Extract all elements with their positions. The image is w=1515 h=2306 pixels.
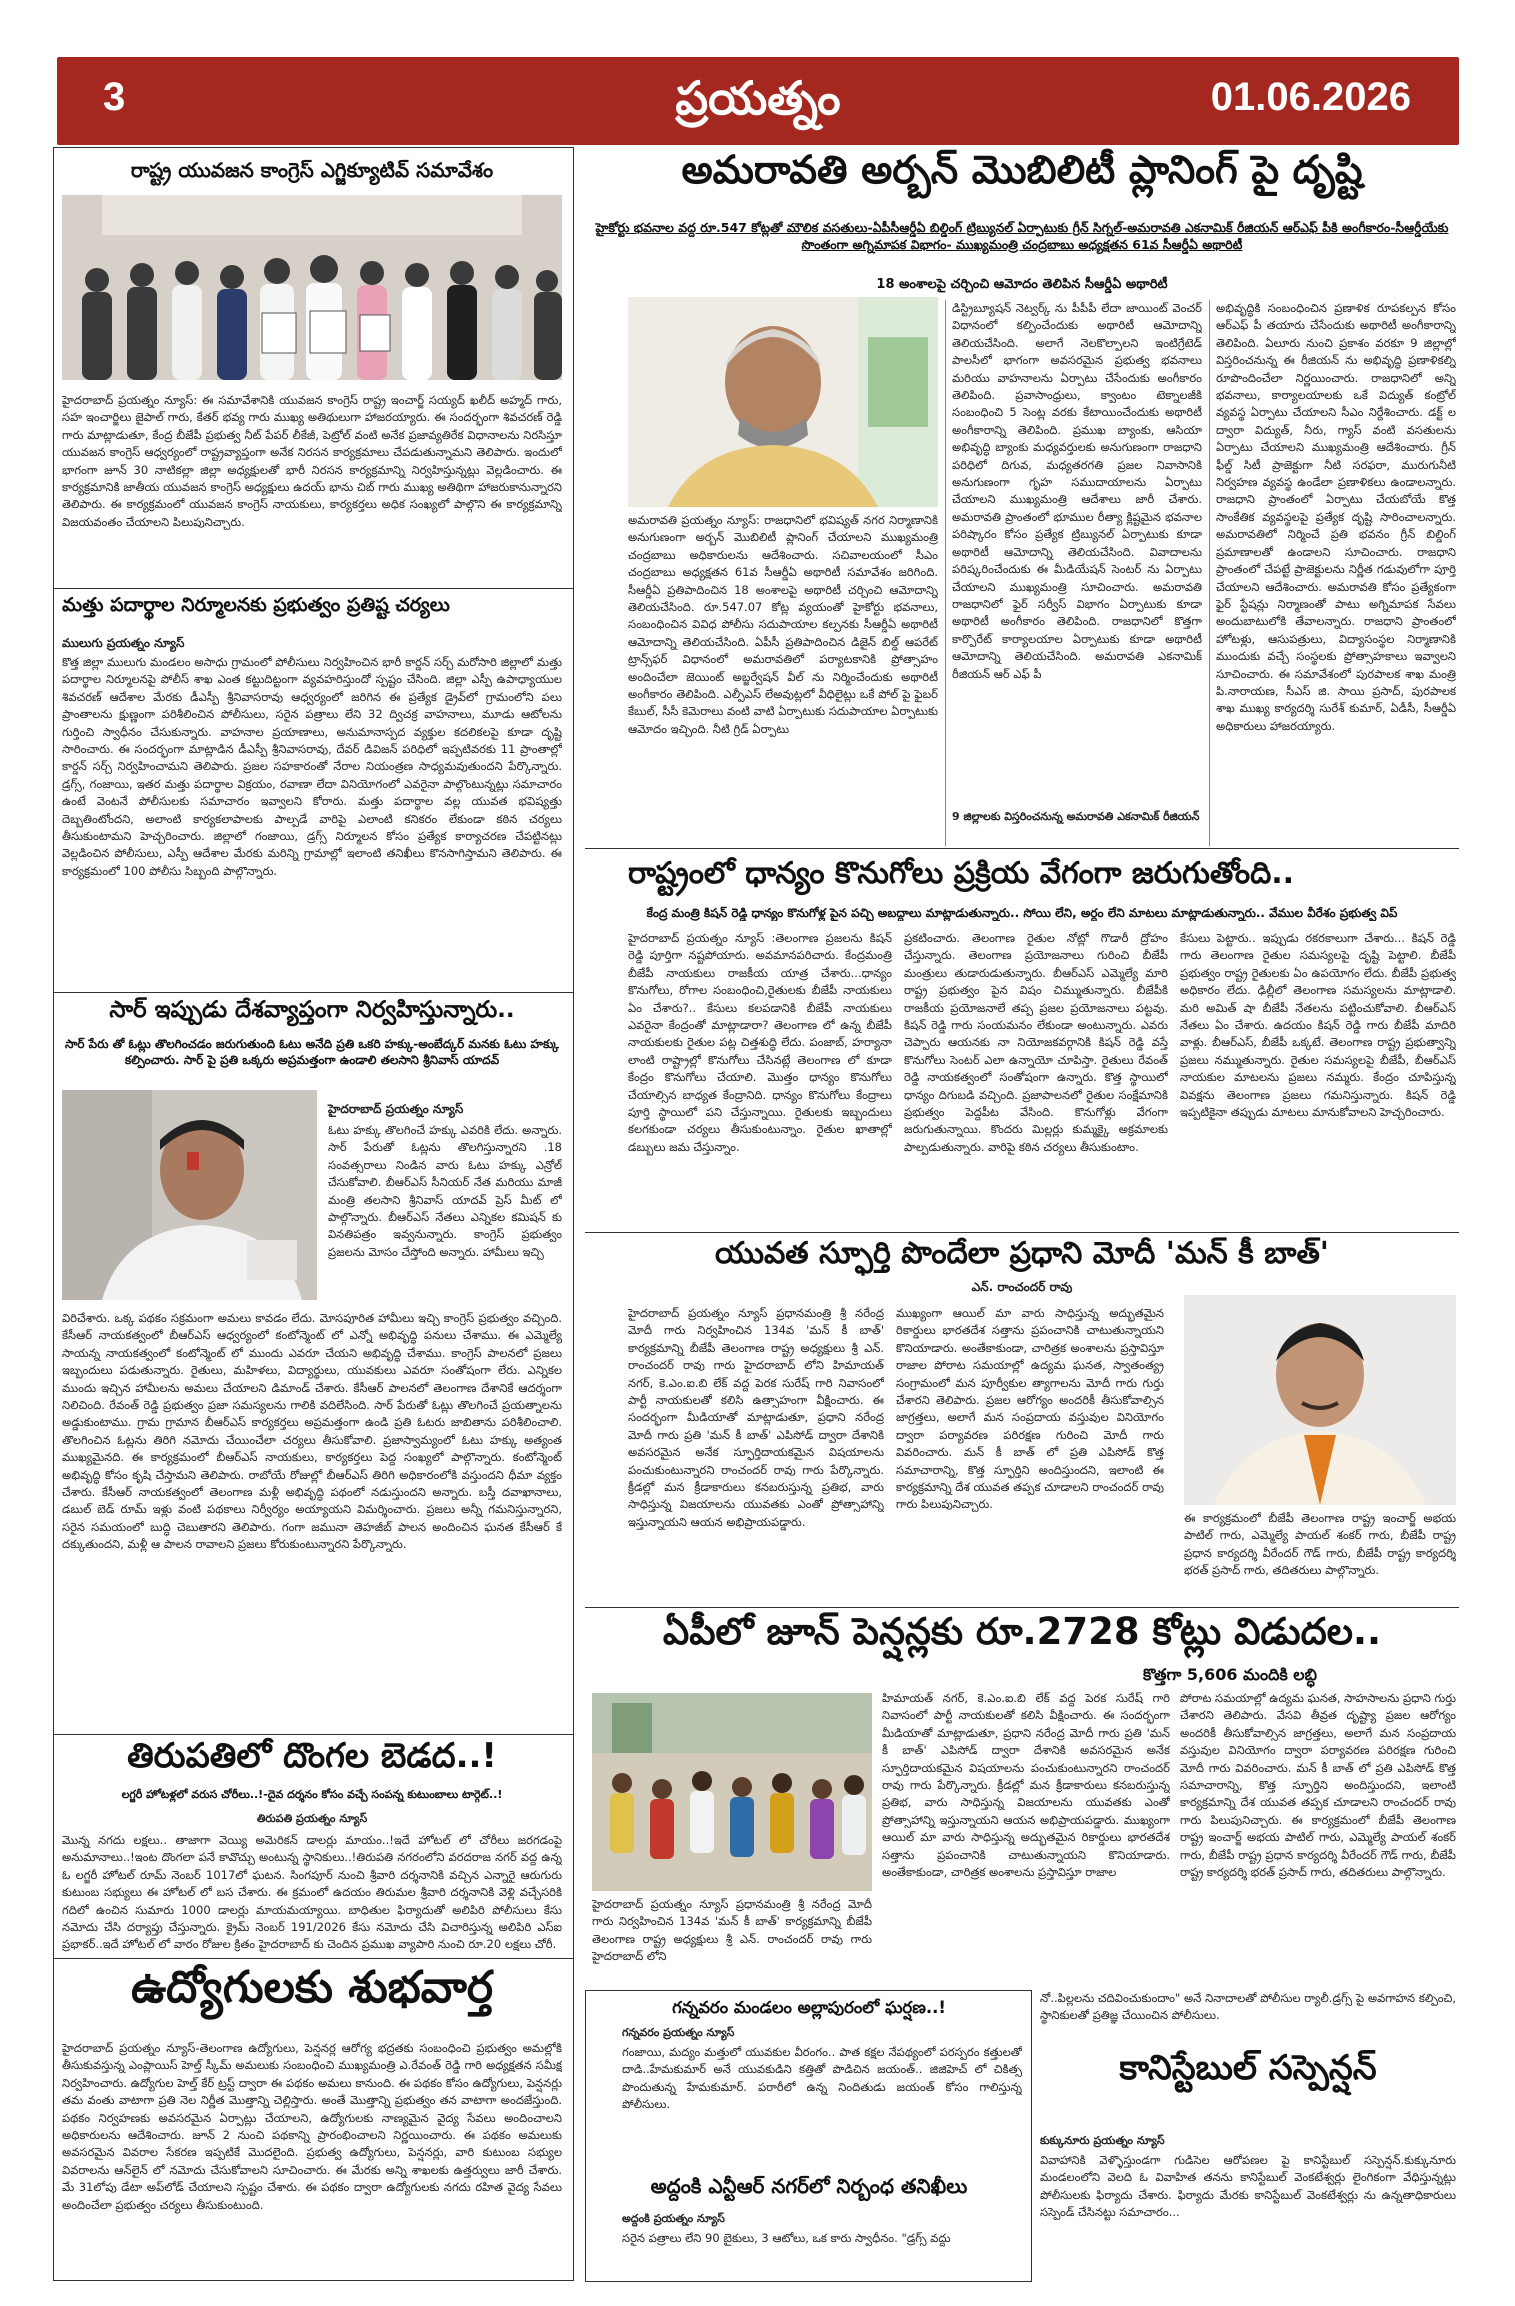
body-sir-wide: విరిచేశారు. ఒక్క పథకం సక్రమంగా అమలు కావడం లేదు. మోసపూరిత హామీలు ఇచ్చి కాంగ్రెస్ ప్రభుత్వం వచ్చింది. కేసీఆర్ నాయకత్వంలో బీఆర్ఎస్ ఆధ్వర్యంలో కంటోన్మెంట్ లో ఎన్నో అభివృద్ధి పనులు చేశాము. ఈ ఎమ్మెల్యే సాయన్న నాయకత్వంలో కంటోన్మెంట్ లో ముందు ఎవరూ చేయని అభివృద్ధి చేశాము. కాంగ్రెస్ పాలనలో ప్రజలు ఇబ్బందులు పడుతున్నారు. రైతులు, మహిళలు, విద్యార్థులు, యువకులు ఎవరూ సంతోషంగా లేరు. ఎన్నికల ముందు ఇచ్చిన హామీలను అమలు చేయాలని డిమాండ్ చేశారు. కేసీఆర్ పాలనలో తెలంగాణ దేశానికే ఆదర్శంగా నిలిచింది. రేవంత్ రెడ్డి ప్రభుత్వం ప్రజా సమస్యలను గాలికి వదిలేసింది. సార్ పేరుతో ఓట్లు తొలగించే ప్రయత్నాలను అడ్డుకుంటాము. గ్రామ గ్రామాన బీఆర్ఎస్ కార్యకర్తలు అప్రమత్తంగా ఉండి ప్రతి ఓటరు జాబితాను పరిశీలించాలి. తొలగించిన ఓట్లను తిరిగి నమోదు చేయించేలా చర్యలు తీసుకోవాలి. ప్రజాస్వామ్యంలో ఓటు హక్కు అత్యంత ముఖ్యమైనది. ఈ కార్యక్రమంలో బీఆర్ఎస్ నాయకులు, కార్యకర్తలు పెద్ద సంఖ్యలో పాల్గొన్నారు. కంటోన్మెంట్ అభివృద్ధి కోసం కృషి చేస్తామని తెలిపారు. రాబోయే రోజుల్లో బీఆర్ఎస్ తిరిగి అధికారంలోకి వస్తుందని ధీమా వ్యక్తం చేశారు. కేసీఆర్ నాయకత్వంలో తెలంగాణ మళ్లీ అభివృద్ధి పథంలో నడుస్తుందని అన్నారు. బస్తీ దవాఖానాలు, డబుల్ బెడ్ రూమ్ ఇళ్లు వంటి పథకాలు నిర్వీర్యం అయ్యాయని విమర్శించారు. ప్రజలు అన్నీ గమనిస్తున్నారని, సరైన సమయంలో బుద్ధి చెబుతారని తెలిపారు. గంగా జమునా తెహజీబ్ పాలన అందించిన ఘనత కేసీఆర్ కే దక్కుతుందని, మళ్లీ ఆ పాలన రావాలని ప్రజలు కోరుకుంటున్నారని పేర్కొన్నారు. — [62, 1311, 562, 1552]
body-tirupati: మొన్న నగదు లక్షలు.. తాజాగా వెయ్యి అమెరికన్ డాలర్లు మాయం..!ఇదే హోటల్ లో చోరీలు జరగడంపై అనుమానాలు..!ఇంట దొంగలా పనే కావొచ్చు అంటున్న స్థానికులు..!తిరుపతి నగరంలోని వరదరాజ నగర్ వద్ద ఉన్న ఓ లగ్జరీ హోటల్ రూమ్ నెంబర్ 1017లో ఘటన. సింగపూర్ నుంచి శ్రీవారి దర్శనానికి వచ్చిన ఎన్నారై ఆరుగురు కుటుంబ సభ్యులు ఈ హోటల్ లో బస చేశారు. ఈ క్రమంలో ఉదయం తిరుమల శ్రీవారి దర్శనానికి వెళ్లి వచ్చేసరికి గదిలో ఉంచిన సుమారు 1000 డాలర్లు మాయమయ్యాయి. బాధితుల ఫిర్యాదుతో అలిపిరి పోలీసులు కేసు నమోదు చేసి దర్యాప్తు చేస్తున్నారు. క్రైమ్ నెంబర్ 191/2026 కేసు నమోదు చేసి విచారిస్తున్న అలిపిరి ఎస్ఐ ప్రభాకర్..ఇదే హోటల్ లో వారం రోజుల క్రితం హైదరాబాద్ కు చెందిన ప్రముఖ వ్యాపారి నుంచి రూ.20 లక్షలు చోరీ. — [62, 1833, 562, 1952]
divider — [53, 1734, 574, 1735]
byline-tirupati: తిరుపతి ప్రయత్నం న్యూస్ — [256, 1812, 368, 1825]
headline-grain-procurement: రాష్ట్రంలో ధాన్యం కొనుగోలు ప్రక్రియ వేగంగా జరుగుతోంది.. — [628, 856, 1295, 891]
headline-mann-ki-baat: యువత స్ఫూర్తి పొందేలా ప్రధాని మోదీ 'మన్ కీ బాత్' — [715, 1236, 1329, 1271]
body-amaravati-col3: అభివృద్ధికి సంబంధించిన ప్రణాళిక రూపకల్పన కోసం ఆర్ఎఫ్ పీ తయారు చేసేందుకు అథారిటీ అంగీకారాన్ని తెలిపింది. ఏలూరు నుంచి ప్రకాశం వరకూ 9 జిల్లాల్లో విస్తరించనున్న ఈ రీజియన్ ను అభివృద్ధి ప్రణాళికల్ని రూపొందించేలా నిర్ణయించారు. రాజధానిలో అన్ని భవనాలు, కార్యాలయాలకు ఒకే విద్యుత్ కంట్రోల్ వ్యవస్థ ఏర్పాటు చేయాలని సీఎం నిర్దేశించారు. డక్ట్ ల ద్వారా విద్యుత్, నీరు, గ్యాస్ వంటి వసతులను ఏర్పాటు చేయాలని ముఖ్యమంత్రి ఆదేశించారు. గ్రీన్ ఫీల్డ్ సిటీ ప్రాజెక్టుగా నీటి సరఫరా, మురుగునీటి నిర్వహణ వ్యవస్థ ఉండేలా ప్రణాళికలు ఉండాలన్నారు. రాజధాని ప్రాంతంలో ఏర్పాటు చేయబోయే కొత్త సాంకేతిక వ్యవస్థలపై ప్రత్యేక దృష్టి సారించాలన్నారు. అమరావతిలో నిర్మించే ప్రతి భవనం గ్రీన్ బిల్డింగ్ ప్రమాణాలతో ఉండాలని సూచించారు. రాజధాని ప్రాంతంలో చేపట్టే ప్రాజెక్టులను నిర్ణీత గడువులోగా పూర్తి చేయాలని ఆదేశించారు. అమరావతి కోసం ప్రత్యేకంగా ఫైర్ స్టేషన్లు నిర్మాణంతో పాటు అగ్నిమాపక సేవలు అందుబాటులోకి తేవాలన్నారు. రాజధాని ప్రాంతంలో హోటళ్లు, ఆసుపత్రులు, విద్యాసంస్థల నిర్మాణానికి ముందుకు వచ్చే సంస్థలకు ప్రోత్సాహకాలు ఇవ్వాలని సూచించారు. ఈ సమావేశంలో పురపాలక శాఖ మంత్రి పి.నారాయణ, సీఎస్ జి. సాయి ప్రసాద్, పురపాలక శాఖ ముఖ్య కార్యదర్శి సురేశ్ కుమార్, ఏడీసీ, సీఆర్డీఏ అధికారులు హాజరయ్యారు. — [1216, 301, 1456, 733]
subhead-grain: కేంద్ర మంత్రి కిషన్ రెడ్డి ధాన్యం కొనుగోళ్ల పైన పచ్చి అబద్ధాలు మాట్లాడుతున్నారు.. సోయి లేని, అర్ధం లేని మాటలు మాట్లాడుతున్నారు.. వేముల వీరేశం ప్రభుత్వ విప్ — [646, 906, 1398, 920]
headline-addanki-ntr-nagar: అద్దంకి ఎన్టీఆర్ నగర్‌లో నిర్బంధ తనిఖీలు — [650, 2174, 968, 2198]
masthead — [57, 57, 1459, 145]
photo-pension-queue — [592, 1693, 872, 1891]
divider — [53, 992, 574, 993]
subhead-tirupati: లగ్జరీ హోటళ్లలో వరుస చోరీలు..!-దైవ దర్శనం కోసం వచ్చే సంపన్న కుటుంబాలు టార్గెట్..! — [121, 1788, 503, 1801]
body-addanki: సరైన పత్రాలు లేని 90 బైకులు, 3 ఆటోలు, ఒక కారు స్వాధీనం. "డ్రగ్స్ వద్దు — [622, 2231, 951, 2245]
body-gannavaram: గంజాయి, మద్యం మత్తులో యువకుల వీరంగం.. పాత కక్షల నేపథ్యంలో పరస్పరం కత్తులతో దాడి..హేమకుమార్ అనే యువకుడిని కత్తితో పొడిచిన జయంత్.. జిజిహెచ్ లో చికిత్స పొందుతున్న హేమకుమార్. పరారీలో ఉన్న నిందితుడు జయంత్ కోసం గాలిస్తున్న పోలీసులు. — [622, 2045, 1022, 2112]
body-constable: వివాహానికి వెళ్ళొస్తుండగా గుడిసెల ఆరోపణల పై కానిస్టేబుల్ సస్పెన్షన్.కుక్కునూరు మండలంలోని వెలది ఓ వివాహిత తనను కానిస్టేబుల్ వెంకటేశ్వర్లు లైంగికంగా వేధిస్తున్నట్లు పోలీసులకు ఫిర్యాదు చేశారు. ఫిర్యాదు మేరకు కానిస్టేబుల్ వెంకటేశ్వర్లు ను ఉన్నతాధికారులు సస్పెండ్ చేసినట్టు సమాచారం... — [1040, 2153, 1456, 2220]
portrait-graphic — [628, 297, 938, 507]
caption-modi-event: ఈ కార్యక్రమంలో బీజేపీ తెలంగాణ రాష్ట్ర ఇంచార్జ్ అభయ పాటిల్ గారు, ఎమ్మెల్యే పాయల్ శంకర్ గారు, బీజేపీ రాష్ట్ర ప్రధాన కార్యదర్శి వీరేందర్ గౌడ్ గారు, బీజేపీ రాష్ట్ర కార్యదర్శి భరత్ ప్రసాద్ గారు, తదితరులు పాల్గొన్నారు. — [1184, 1511, 1456, 1578]
column-rule — [1209, 300, 1210, 846]
byline-ramchander-rao: ఎన్. రాంచందర్ రావు — [971, 1280, 1073, 1294]
photo-talasani-srinivas — [62, 1090, 317, 1300]
subhead-amaravati-18-items: 18 అంశాలపై చర్చించి ఆమోదం తెలిపిన సీఆర్డీఏ అథారిటీ — [876, 277, 1168, 292]
headline-amaravati-mobility: అమరావతి అర్బన్ మొబిలిటీ ప్లానింగ్ పై దృష్టి — [681, 148, 1363, 193]
byline-sir: హైదరాబాద్ ప్రయత్నం న్యూస్ — [328, 1102, 464, 1116]
byline-drugs: ములుగు ప్రయత్నం న్యూస్ — [62, 636, 185, 650]
body-pension-col3: పోరాట సమయాల్లో ఉద్యమ ఘనత, సాహసాలను ప్రధాని గుర్తు చేశారని తెలిపారు. వేసవి తీవ్రత దృష్ట్యా ప్రజల ఆరోగ్యం అందరికీ తీసుకోవాల్సిన జాగ్రత్తలు, అలాగే మన సంప్రదాయ వస్తువుల వినియోగం ద్వారా పర్యావరణ పరిరక్షణ గురించి మోదీ గారు వివరించారు. మన్ కీ బాత్ లో ప్రతి ఎపిసోడ్ కొత్త సమాచారాన్ని, కొత్త స్ఫూర్తిని అందిస్తుందని, ఇలాంటి కార్యక్రమాన్ని దేశ యువత తప్పక చూడాలని రాంచందర్ రావు గారు పిలుపునిచ్చారు. ఈ కార్యక్రమంలో బీజేపీ తెలంగాణ రాష్ట్ర ఇంచార్జ్ అభయ పాటిల్ గారు, ఎమ్మెల్యే పాయల్ శంకర్ గారు, బీజేపీ రాష్ట్ర ప్రధాన కార్యదర్శి వీరేందర్ గౌడ్ గారు, బీజేపీ రాష్ట్ర కార్యదర్శి భరత్ ప్రసాద్ గారు, తదితరులు పాల్గొన్నారు. — [1180, 1691, 1456, 1880]
body-grain-col2: ప్రకటించారు. తెలంగాణ రైతుల నోట్లో గొడారీ ద్రోహం చేస్తున్నారు. తెలంగాణ ప్రయోజనాలు గురించి బీజేపీ మంత్రులు తుడారుడుతున్నారు. బీఆర్ఎస్ ఎమ్మెల్యే మారి రాష్ట్ర ప్రభుత్వం పైన విషం చిమ్ముతున్నారు. బీజేపీకి రాజకీయ ప్రయోజనాలే తప్ప ప్రజల ప్రయోజనాలు పట్టవు. కిషన్ రెడ్డి గారు సంయమనం లేకుండా అంటున్నారు. ఎవరు చెప్పారు ఆయనకు నా నియోజకవర్గానికి కిషన్ రెడ్డి వస్తే కొనుగోలు సెంటర్ ఎలా ఉన్నాయో చూపిస్తా. రైతులు రేవంత్ రెడ్డి నాయకత్వంలో సంతోషంగా ఉన్నారు. కొత్త స్థాయిలో ధాన్యం దిగుబడి వచ్చింది. ప్రజాపాలనలో రైతుల సంక్షేమానికి ప్రభుత్వం పెద్దపీట వేసింది. కొనుగోళ్లు వేగంగా జరుగుతున్నాయి. కొందరు మిల్లర్లు కుమ్మక్కై అక్రమాలకు పాల్పడుతున్నారు. వారిపై కఠిన చర్యలు తీసుకుంటాం. — [904, 931, 1168, 1154]
byline-gannavaram: గన్నవరం ప్రయత్నం న్యూస్ — [622, 2026, 735, 2039]
body-amaravati-col2-tail: 9 జిల్లాలకు విస్తరించనున్న అమరావతి ఎకనామిక్ రీజియన్ — [952, 810, 1200, 823]
body-grain-col1: హైదరాబాద్ ప్రయత్నం న్యూస్ :తెలంగాణ ప్రజలను కిషన్ రెడ్డి పూర్తిగా నష్టపోయారు. అవమానపరిచారు. కేంద్రమంత్రి బీజేపీ నాయకులు రాజకీయ యాత్ర చేశారు...ధాన్యం కొనుగోలు, రోగాల సంబంధించి,రైతులకు బీజేపీ నాయకులు ఏం చేశారు?.. కేసులు కలపడానికి బీజేపీ నాయకులు ఎవరైనా కేంద్రంతో మాట్లాడారా? తెలంగాణ లో ఉన్న బీజేపీ నాయకులకు రైతుల పట్ల చిత్తశుద్ధి లేదు. పంజాబ్, హర్యానా లాంటి రాష్ట్రాల్లో కొనుగోలు చేసినట్లే తెలంగాణ లో కూడా కేంద్రం కొనుగోలు చేయాలి. మొత్తం ధాన్యం కొనుగోలు చేయాల్సిన బాధ్యత కేంద్రానిది. ధాన్యం కొనుగోలు కేంద్రాలు పూర్తి స్థాయిలో పని చేస్తున్నాయి. రైతులకు ఇబ్బందులు కలగకుండా చర్యలు తీసుకుంటున్నాం. రైతుల ఖాతాల్లో డబ్బులు జమ చేస్తున్నాం. — [628, 931, 892, 1154]
headline-employees-good-news: ఉద్యోగులకు శుభవార్త — [131, 1962, 493, 2013]
intro-constable: నో..పిల్లలను చదివించుకుందాం" అనే నినాదాలతో పోలీసుల ర్యాలీ.డ్రగ్స్ పై అవగాహన కల్పించి, స్థానికులతో ప్రతిజ్ఞ చేయించిన పోలీసులు. — [1040, 1991, 1456, 2023]
headline-gannavaram-clash: గన్నవరం మండలం అల్లాపురంలో ఘర్షణ..! — [672, 1998, 946, 2017]
subhead-amaravati-text: హైకోర్టు భవనాల వద్ద రూ.547 కోట్లతో మౌలిక వసతులు-ఏపీసీఆర్డీఏ బిల్డింగ్ ట్రిబ్యునల్ ఏర్పాటుకు గ్రీన్ సిగ్నల్-అమరావతి ఎకనామిక్ రీజియన్ ఆర్ఎఫ్ పీకి అంగీకారం-సీఆర్డీయేకు సొంతంగా అగ్నిమాపక విభాగం- ముఖ్యమంత్రి చంద్రబాబు అధ్యక్షతన 61వ సీఆర్డీఏ అథారిటీ — [595, 220, 1449, 252]
column-rule — [945, 300, 946, 846]
portrait-graphic — [62, 1090, 317, 1300]
body-employees: హైదరాబాద్ ప్రయత్నం న్యూస్-తెలంగాణ ఉద్యోగులు, పెన్షనర్ల ఆరోగ్య భద్రతకు సంబంధించి ప్రభుత్వం అమల్లోకి తీసుకువస్తున్న ఎంప్లాయిస్ హెల్త్ స్కీమ్ అమలుకు సంబంధించి ముఖ్యమంత్రి ఎ.రేవంత్ రెడ్డి గారి అధ్యక్షతన సమీక్ష నిర్వహించారు. ఉద్యోగుల హెల్త్ కేర్ ట్రస్ట్ ద్వారా ఈ పథకం అమలు కానుంది. ఈ పథకం కోసం ఉద్యోగులు, పెన్షనర్లు తమ వంతు వాటాగా ప్రతి నెల నిర్ణీత మొత్తాన్ని చెల్లిస్తారు. అంతే మొత్తాన్ని ప్రభుత్వం తన వాటాగా అందజేస్తుంది. పథకం నిర్వహణకు అవసరమైన ఏర్పాట్లు చేయాలని, ఉద్యోగులకు నాణ్యమైన వైద్య సేవలు అందించాలని అధికారులను ఆదేశించారు. జూన్ 2 నుంచి పథకాన్ని ప్రారంభించాలని నిర్ణయించారు. ఈ పథకం అమలుకు అవసరమైన వివరాల సేకరణ ఇప్పటికే మొదలైంది. ప్రభుత్వ ఉద్యోగులు, పెన్షనర్లు, వారి కుటుంబ సభ్యుల వివరాలను ఆన్‌లైన్ లో నమోదు చేసుకోవాలని సూచించారు. ఈ మేరకు అన్ని శాఖలకు ఉత్తర్వులు జారీ చేశారు. మే 31లోపు డేటా అప్‌లోడ్ చేయాలని స్పష్టం చేశారు. ఈ పథకం ద్వారా ఉద్యోగులకు నగదు రహిత వైద్య సేవలు అందించేలా ప్రభుత్వం చర్యలు తీసుకుంటుంది. — [62, 2041, 562, 2212]
photo-ramchander-rao — [1184, 1295, 1456, 1505]
headline-tirupati-thieves: తిరుపతిలో దొంగల బెడద..! — [127, 1736, 497, 1776]
body-pension-col1: హైదరాబాద్ ప్రయత్నం న్యూస్ ప్రధానమంత్రి శ్రీ నరేంద్ర మోదీ గారు నిర్వహించిన 134వ 'మన్ కీ బాత్' కార్యక్రమాన్ని బీజేపీ తెలంగాణ రాష్ట్ర అధ్యక్షులు శ్రీ ఎన్. రాంచందర్ రావు గారు హైదరాబాద్ లోని — [592, 1897, 872, 1964]
page-number: 3 — [103, 75, 126, 119]
byline-addanki: అద్దంకి ప్రయత్నం న్యూస్ — [622, 2212, 725, 2225]
body-sir-narrow: ఓటు హక్కు తొలగించే హక్కు ఎవరికి లేదు. అన్నారు. సార్ పేరుతో ఓట్లను తొలగిస్తున్నారని .18 సంవత్సరాలు నిండిన వారు ఓటు హక్కు ఎన్రోల్ చేసుకోవాలి. బీఆర్ఎస్ సీనియర్ నేత మరియు మాజీ మంత్రి తలసాని శ్రీనివాస్ యాదవ్ ప్రెస్ మీట్ లో పాల్గొన్నారు. బీఆర్ఎస్ నేతలు ఎన్నికల కమిషన్ కు వినతిపత్రం ఇవ్వనున్నారు. కాంగ్రెస్ ప్రభుత్వం ప్రజలను మోసం చేస్తోంది అన్నారు. హామీలు ఇచ్చి — [328, 1123, 562, 1259]
photo-chandrababu-naidu — [628, 297, 938, 507]
body-modi-col1: హైదరాబాద్ ప్రయత్నం న్యూస్ ప్రధానమంత్రి శ్రీ నరేంద్ర మోదీ గారు నిర్వహించిన 134వ 'మన్ కీ బాత్' కార్యక్రమాన్ని బీజేపీ తెలంగాణ రాష్ట్ర అధ్యక్షులు శ్రీ ఎన్. రాంచందర్ రావు గారు హైదరాబాద్ లోని హిమాయత్ నగర్, కె.ఎం.ఐ.బి లేక్ వద్ద పెరక సురేష్ గారి నివాసంలో పార్టీ నాయకులతో కలిసి ఉత్సాహంగా వీక్షించారు. ఈ సందర్భంగా మీడియాతో మాట్లాడుతూ, ప్రధాని నరేంద్ర మోదీ గారు ప్రతి 'మన్ కీ బాత్' ఎపిసోడ్ ద్వారా దేశానికి అవసరమైన అనేక స్ఫూర్తిదాయకమైన విషయాలను పంచుకుంటున్నారని రాంచందర్ రావు గారు పేర్కొన్నారు. క్రీడల్లో మన క్రీడాకారులు కనబరుస్తున్న ప్రతిభ, వారు సాధిస్తున్న విజయాలను యువతకు ఎంతో ప్రోత్సాహాన్ని ఇస్తున్నాయని ఆయన అభిప్రాయపడ్డారు. — [628, 1306, 884, 1529]
body-grain-col3: కేసులు పెట్టారు.. ఇప్పుడు రకరకాలుగా చేశారు... కిషన్ రెడ్డి గారు తెలంగాణ రైతుల సమస్యలపై దృష్టి పెట్టాలి. బీజేపీ ప్రభుత్వం రాష్ట్ర రైతులకు ఏం ఉపయోగం లేదు. బీజేపీ ప్రభుత్వ అధికారం లేదు. ఢిల్లీలో తెలంగాణ సమస్యలను మాట్లాడాలి. మరి అమిత్ షా బీజేపీ నేతలను పట్టించుకోవాలి. బీఆర్ఎస్ నేతలు ఏం చేశారు. ఉదయం కిషన్ రెడ్డి గారు బీజేపీ మాదిరి వాళ్లు. బీఆర్ఎస్, బీజేపీ ఒక్కటే. తెలంగాణ రాష్ట్ర ప్రభుత్వాన్ని ప్రజలు నమ్ముతున్నారు. రైతుల సమస్యలపై బీజేపీ, బీఆర్ఎస్ నాయకుల మాటలను ప్రజలు నమ్మరు. కేంద్రం చూపిస్తున్న వివక్షను తెలంగాణ ప్రజలు గమనిస్తున్నారు. కిషన్ రెడ్డి ఇప్పటికైనా తప్పుడు మాటలు మానుకోవాలని హెచ్చరించారు. — [1180, 931, 1456, 1120]
headline-drug-eradication: మత్తు పదార్థాల నిర్మూలనకు ప్రభుత్వం ప్రతిష్ట చర్యలు — [62, 594, 450, 616]
divider — [585, 848, 1459, 849]
issue-date: 01.06.2026 — [1210, 75, 1411, 119]
divider — [585, 1607, 1459, 1608]
body-amaravati-col2: డిస్ట్రిబ్యూషన్ నెట్వర్క్ ను పీపీపీ లేదా జాయింట్ వెంచర్ విధానంలో కల్పించేందుకు అథారిటీ ఆమోదాన్ని తెలియచేసింది. అలాగే నెలకొల్పాలని ఇంటిగ్రేటెడ్ పాలసీలో భాగంగా అవసరమైన ప్రభుత్వ భవనాలు మరియు వాహనాలను ఏర్పాటు చేసేందుకు అంగీకారం తెలిపింది. ప్రవాసాంధ్రులు, క్వాంటం టెక్నాలజీకి సంబంధించి 5 సెంట్ల వరకు కేటాయించేందుకు అథారిటీ అంగీకారాన్ని తెలిపింది. ప్రముఖ బ్యాంకు, ఆసియా అభివృద్ధి బ్యాంకు మధ్యవర్తులకు అనుగుణంగా రాజధాని పరిధిలో దిగువ, మధ్యతరగతి ప్రజల నివాసానికి అనుగుణంగా గృహ సముదాయాలను ఏర్పాటు చేయాలని ముఖ్యమంత్రి ఆదేశాలు జారీ చేశారు. అమరావతి ప్రాంతంలో భూముల రీత్యా క్లిష్టమైన భవనాల పరిష్కారం కోసం ప్రత్యేక ట్రిబ్యునల్ ఏర్పాటుకు కూడా అథారిటీ ఆమోదాన్ని తెలియచేసింది. వివాదాలను పరిష్కరించేందుకు ఈ మీడియేషన్ సెంటర్ ను ఏర్పాటు చేయాలని ముఖ్యమంత్రి సూచించారు. అమరావతి రాజధానిలో ఫైర్ సర్వీస్ విభాగం ఏర్పాటుకు కూడా అథారిటీ అంగీకారం తెలిపింది. రాజధానిలో కొత్తగా కార్పొరేట్ కార్యాలయాల ఏర్పాటుకు కూడా అథారిటీ ఆమోదాన్ని తెలియచేసింది. అమరావతి ఎకనామిక్ రీజియన్ ఆర్ ఎఫ్ పీ — [952, 301, 1202, 681]
body-amaravati-col1: అమరావతి ప్రయత్నం న్యూస్: రాజధానిలో భవిష్యత్ నగర నిర్మాణానికి అనుగుణంగా అర్బన్ మొబిలిటీ ప్లానింగ్ చేయాలని ముఖ్యమంత్రి చంద్రబాబు అధికారులను ఆదేశించారు. సచివాలయంలో సీఎం చంద్రబాబు అధ్యక్షతన 61వ సీఆర్డీఏ అథారిటీ సమావేశం జరిగింది. సీఆర్డీఏ ప్రతిపాదించిన 18 అంశాలపై అథారిటీ చర్చించి ఆమోదాన్ని తెలియచేసింది. రూ.547.07 కోట్ల వ్యయంతో హైకోర్టు భవనాలు, సంబంధించిన వివిధ పోలీసు సదుపాయాల కల్పనకు సీఆర్డీఏ అథారిటీ ఆమోదాన్ని తెలియచేసింది. ఏపీసీ ప్రతిపాదించిన డిజైన్ బిల్డ్ ఆపరేట్ ట్రాన్స్‌ఫర్ విధానంలో అమరావతిలో పర్యాటకానికి ప్రోత్సాహం అందించేలా జెయింట్ అబ్జర్వేషన్ వీల్ ను నిర్మించేందుకు అథారిటీ అంగీకారం తెలిపింది. ఎల్పీఎస్ లేఅవుట్లలో వీధిలైట్లు ఒకే పోల్ పై ఫైబర్ కేబుల్, సీసీ కెమెరాలు వంటి వాటి ఏర్పాటుకు సదుపాయాల ఏర్పాటుకు ఆమోదం ఇచ్చింది. నీటి గ్రిడ్ ఏర్పాటు — [628, 513, 938, 736]
divider — [53, 1958, 574, 1959]
byline-kukkunuru: కుక్కునూరు ప్రయత్నం న్యూస్ — [1040, 2134, 1165, 2147]
body-modi-col2: ముఖ్యంగా ఆయిల్ మా వారు సాధిస్తున్న అద్భుతమైన రికార్డులు భారతదేశ సత్తాను ప్రపంచానికి చాటుతున్నాయని కొనియాడారు. అంతేకాకుండా, చారిత్రక అంశాలను ప్రస్తావిస్తూ రాజాల పోరాట సమయాల్లో ఉద్యమ ఘనత, స్వాతంత్య్ర సంగ్రామంలో మన పూర్వీకుల త్యాగాలను మోదీ గారు గుర్తు చేశారని తెలిపారు. ప్రజల ఆరోగ్యం అందరికీ తీసుకోవాల్సిన జాగ్రత్తలు, అలాగే మన సంప్రదాయ వస్తువుల వినియోగం ద్వారా పర్యావరణ పరిరక్షణ గురించి మోదీ గారు వివరించారు. మన్ కీ బాత్ లో ప్రతి ఎపిసోడ్ కొత్త సమాచారాన్ని, కొత్త స్ఫూర్తిని అందిస్తుందని, ఇలాంటి ఈ కార్యక్రమాన్ని దేశ యువత తప్పక చూడాలని రాంచందర్ రావు గారు పిలుపునిచ్చారు. — [896, 1306, 1164, 1512]
portrait-graphic — [1184, 1295, 1456, 1505]
subhead-pensions: కొత్తగా 5,606 మందికి లబ్ధి — [1143, 1665, 1317, 1684]
headline-youth-congress: రాష్ట్ర యువజన కాంగ్రెస్ ఎగ్జిక్యూటివ్ సమావేశం — [130, 158, 494, 182]
headline-constable-suspension: కానిస్టేబుల్ సస్పెన్షన్ — [1119, 2048, 1377, 2088]
body-youth-congress: హైదరాబాద్ ప్రయత్నం న్యూస్: ఈ సమావేశానికి యువజన కాంగ్రెస్ రాష్ట్ర ఇంచార్జ్ సయ్యద్ ఖలీద్ అహ్మద్ గారు, సహ ఇంచార్జిలు జైపాల్ గారు, కేతర్ భవ్య గారు ముఖ్య అతిథులుగా హాజరయ్యారు. ఈ సందర్భంగా శివచరణ్ రెడ్డి గారు మాట్లాడుతూ, కేంద్ర బీజేపీ ప్రభుత్వ నీట్ పేపర్ లీకేజీ, పెట్రోల్ వంటి అనేక ప్రజావ్యతిరేక విధానాలను నిరసిస్తూ యువజన కాంగ్రెస్ ఆధ్వర్యంలో రాష్ట్రవ్యాప్తంగా అనేక నిరసన కార్యక్రమాలు చేపడుతున్నామని తెలిపారు. ఇందులో భాగంగా జూన్ 30 నాటికల్లా జిల్లా అధ్యక్షులతో భారీ నిరసన కార్యక్రమాన్ని నిర్వహిస్తున్నట్లు వెల్లడించారు. ఈ కార్యక్రమానికి జాతీయ యువజన కాంగ్రెస్ అధ్యక్షులు ఉదయ్ భాను చిబ్ గారు ముఖ్య అతిథిగా హాజరుకానున్నారని తెలిపారు. ఈ కార్యక్రమంలో యువజన కాంగ్రెస్ నాయకులు, కార్యకర్తలు అధిక సంఖ్యలో పాల్గొని ఈ కార్యక్రమాన్ని విజయవంతం చేయాలని పిలుపునిచ్చారు. — [62, 393, 562, 529]
group-photo-graphic — [62, 195, 562, 380]
body-pension-col2: హిమాయత్ నగర్, కె.ఎం.ఐ.బి లేక్ వద్ద పెరక సురేష్ గారి నివాసంలో పార్టీ నాయకులతో కలిసి వీక్షించారు. ఈ సందర్భంగా మీడియాతో మాట్లాడుతూ, ప్రధాని నరేంద్ర మోదీ గారు ప్రతి 'మన్ కీ బాత్' ఎపిసోడ్ ద్వారా దేశానికి అవసరమైన అనేక స్ఫూర్తిదాయకమైన విషయాలను పంచుకుంటున్నారని రాంచందర్ రావు గారు పేర్కొన్నారు. క్రీడల్లో మన క్రీడాకారులు కనబరుస్తున్న ప్రతిభ, వారు సాధిస్తున్న విజయాలను యువతకు ఎంతో ప్రోత్సాహాన్ని ఇస్తున్నాయని ఆయన అభిప్రాయపడ్డారు. ముఖ్యంగా ఆయిల్ మా వారు సాధిస్తున్న అద్భుతమైన రికార్డులు భారతదేశ సత్తాను ప్రపంచానికి చాటుతున్నాయని కొనియాడారు. అంతేకాకుండా, చారిత్రక అంశాలను ప్రస్తావిస్తూ రాజాల — [882, 1691, 1170, 1880]
body-drug-eradication: కొత్త జిల్లా ములుగు మండలం అసాధు గ్రామంలో పోలీసులు నిర్వహించిన భారీ కార్డన్ సర్చ్ మరోసారి జిల్లాలో మత్తు పదార్థాల నిర్మూలనపై పోలీస్ శాఖ ఎంత కట్టుదిట్టంగా వ్యవహరిస్తుందో స్పష్టం చేసింది. జిల్లా ఎస్పీ ఉపాధ్యాయుల శివచరణ్ ఆదేశాల మేరకు డీఎస్పీ శ్రీనివాసరావు ఆధ్వర్యంలో జరిగిన ఈ ప్రత్యేక డ్రైవ్‌లో గ్రామంలోని పలు ప్రాంతాలను క్షుణ్ణంగా పరిశీలించిన పోలీసులు, సరైన పత్రాలు లేని 32 ద్విచక్ర వాహనాలు, మూడు ఆటోలను గుర్తించి స్వాధీనం చేసుకున్నారు. వాహనాల ప్రయాణాలు, అనుమానాస్పద వ్యక్తుల కదలికలపై కూడా దృష్టి సారించారు. ఈ సందర్భంగా మాట్లాడిన డీఎస్పీ శ్రీనివాసరావు, దేవర్ డివిజన్ పరిధిలో ఇప్పటివరకు 11 ప్రాంతాల్లో కార్డన్ సర్చ్ నిర్వహించామని తెలిపారు. ప్రజల సహకారంతో నేరాల నియంత్రణ సాధ్యమవుతుందని పేర్కొన్నారు. డ్రగ్స్, గంజాయి, ఇతర మత్తు పదార్థాల విక్రయం, రవాణా లేదా వినియోగంలో ఎవరైనా పాల్గొంటున్నట్లు సమాచారం ఉంటే వెంటనే పోలీసులకు సమాచారం ఇవ్వాలని కోరారు. మత్తు పదార్థాల వల్ల యువత భవిష్యత్తు దెబ్బతింటోందని, అలాంటి కార్యకలాపాలకు పాల్పడే వారిపై ఎలాంటి కనికరం లేకుండా కఠిన చర్యలు తీసుకుంటామని హెచ్చరించారు. జిల్లాలో గంజాయి, డ్రగ్స్ నిర్మూలన కోసం ప్రత్యేక కార్యాచరణ చేపట్టినట్లు వెల్లడించిన పోలీసులు, ఎస్పీ ఆదేశాల మేరకు మరిన్ని గ్రామాల్లో ఇలాంటి తనిఖీలు కొనసాగిస్తామని తెలిపారు. ఈ కార్యక్రమంలో 100 పోలీసు సిబ్బంది పాల్గొన్నారు. — [62, 655, 562, 878]
subhead-amaravati — [585, 220, 1459, 276]
headline-sir-nationwide: సార్ ఇప్పుడు దేశవ్యాప్తంగా నిర్వహిస్తున్నారు.. — [109, 997, 515, 1023]
divider — [585, 1232, 1459, 1233]
headline-ap-pensions: ఏపీలో జూన్ పెన్షన్లకు రూ.2728 కోట్లు విడుదల.. — [662, 1610, 1382, 1653]
paper-name: ప్రయత్నం — [675, 71, 841, 125]
subhead-sir: సార్ పేరు తో ఓట్లు తొలగించడం జరుగుతుంది ఓటు అనేది ప్రతి ఒకరి హక్కు-అంబేద్కర్ మనకు ఓటు హక్కు కల్పించారు. సార్ పై ప్రతి ఒక్కరు అప్రమత్తంగా ఉండాలి తలసాని శ్రీనివాస్ యాదవ్ — [65, 1037, 559, 1068]
photo-youth-congress-meeting — [62, 195, 562, 380]
crowd-graphic — [592, 1693, 872, 1891]
divider — [53, 588, 574, 589]
